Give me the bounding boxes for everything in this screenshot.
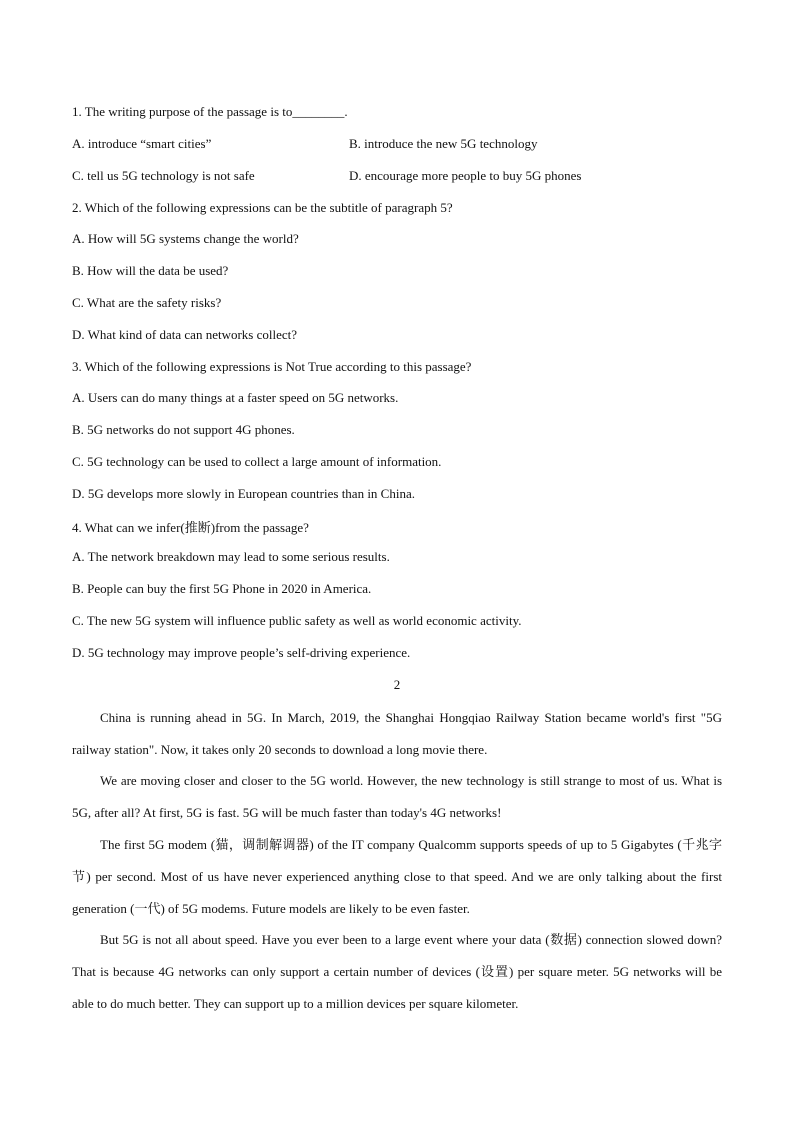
- question-1-option-a: A. introduce “smart cities”: [72, 136, 212, 151]
- question-2-stem: 2. Which of the following expressions can be the subtitle of paragraph 5?: [72, 200, 453, 215]
- question-1-option-b: B. introduce the new 5G technology: [349, 136, 538, 151]
- passage-paragraph-2: We are moving closer and closer to the 5G world. However, the new technology is still strange to most of us. What is 5G, after all? At first, 5G is fast. 5G will be much faster than today's 4G networks!: [72, 773, 722, 820]
- passage-paragraph-1: China is running ahead in 5G. In March, 2019, the Shanghai Hongqiao Railway Station became world's first "5G railway station". Now, it takes only 20 seconds to download a long movie there.: [72, 710, 722, 757]
- question-1-option-d: D. encourage more people to buy 5G phones: [349, 168, 582, 183]
- question-3-option-a: A. Users can do many things at a faster speed on 5G networks.: [72, 390, 399, 405]
- question-1-option-c: C. tell us 5G technology is not safe: [72, 168, 255, 183]
- question-3-stem: 3. Which of the following expressions is Not True according to this passage?: [72, 359, 472, 374]
- question-4-stem: 4. What can we infer(推断)from the passage?: [72, 520, 309, 535]
- question-4-option-c: C. The new 5G system will influence public safety as well as world economic activity.: [72, 613, 522, 628]
- passage-paragraph-3: The first 5G modem (猫，调制解调器) of the IT company Qualcomm supports speeds of up to 5 Gigabytes (千兆字节) per second. Most of us have never experienced anything close to that speed. And we are only talking about the first generation (一代) of 5G modems. Future models are likely to be even faster.: [72, 837, 722, 916]
- question-2-option-d: D. What kind of data can networks collect?: [72, 327, 298, 342]
- passage-paragraph-4: But 5G is not all about speed. Have you ever been to a large event where your data (数据) connection slowed down? That is because 4G networks can only support a certain number of devices (设置) per square meter. 5G networks will be able to do much better. They can support up to a million devices per square kilometer.: [72, 932, 722, 1011]
- question-2-option-a: A. How will 5G systems change the world?: [72, 231, 299, 246]
- question-2-option-c: C. What are the safety risks?: [72, 295, 222, 310]
- question-4-option-b: B. People can buy the first 5G Phone in 2020 in America.: [72, 581, 372, 596]
- question-3-option-c: C. 5G technology can be used to collect a large amount of information.: [72, 454, 442, 469]
- question-2-option-b: B. How will the data be used?: [72, 263, 229, 278]
- question-3-option-d: D. 5G develops more slowly in European countries than in China.: [72, 486, 415, 501]
- question-3-option-b: B. 5G networks do not support 4G phones.: [72, 422, 295, 437]
- section-number: 2: [393, 677, 401, 692]
- question-1-stem: 1. The writing purpose of the passage is to________.: [72, 104, 348, 119]
- question-4-option-a: A. The network breakdown may lead to some serious results.: [72, 549, 390, 564]
- question-4-option-d: D. 5G technology may improve people’s self-driving experience.: [72, 645, 411, 660]
